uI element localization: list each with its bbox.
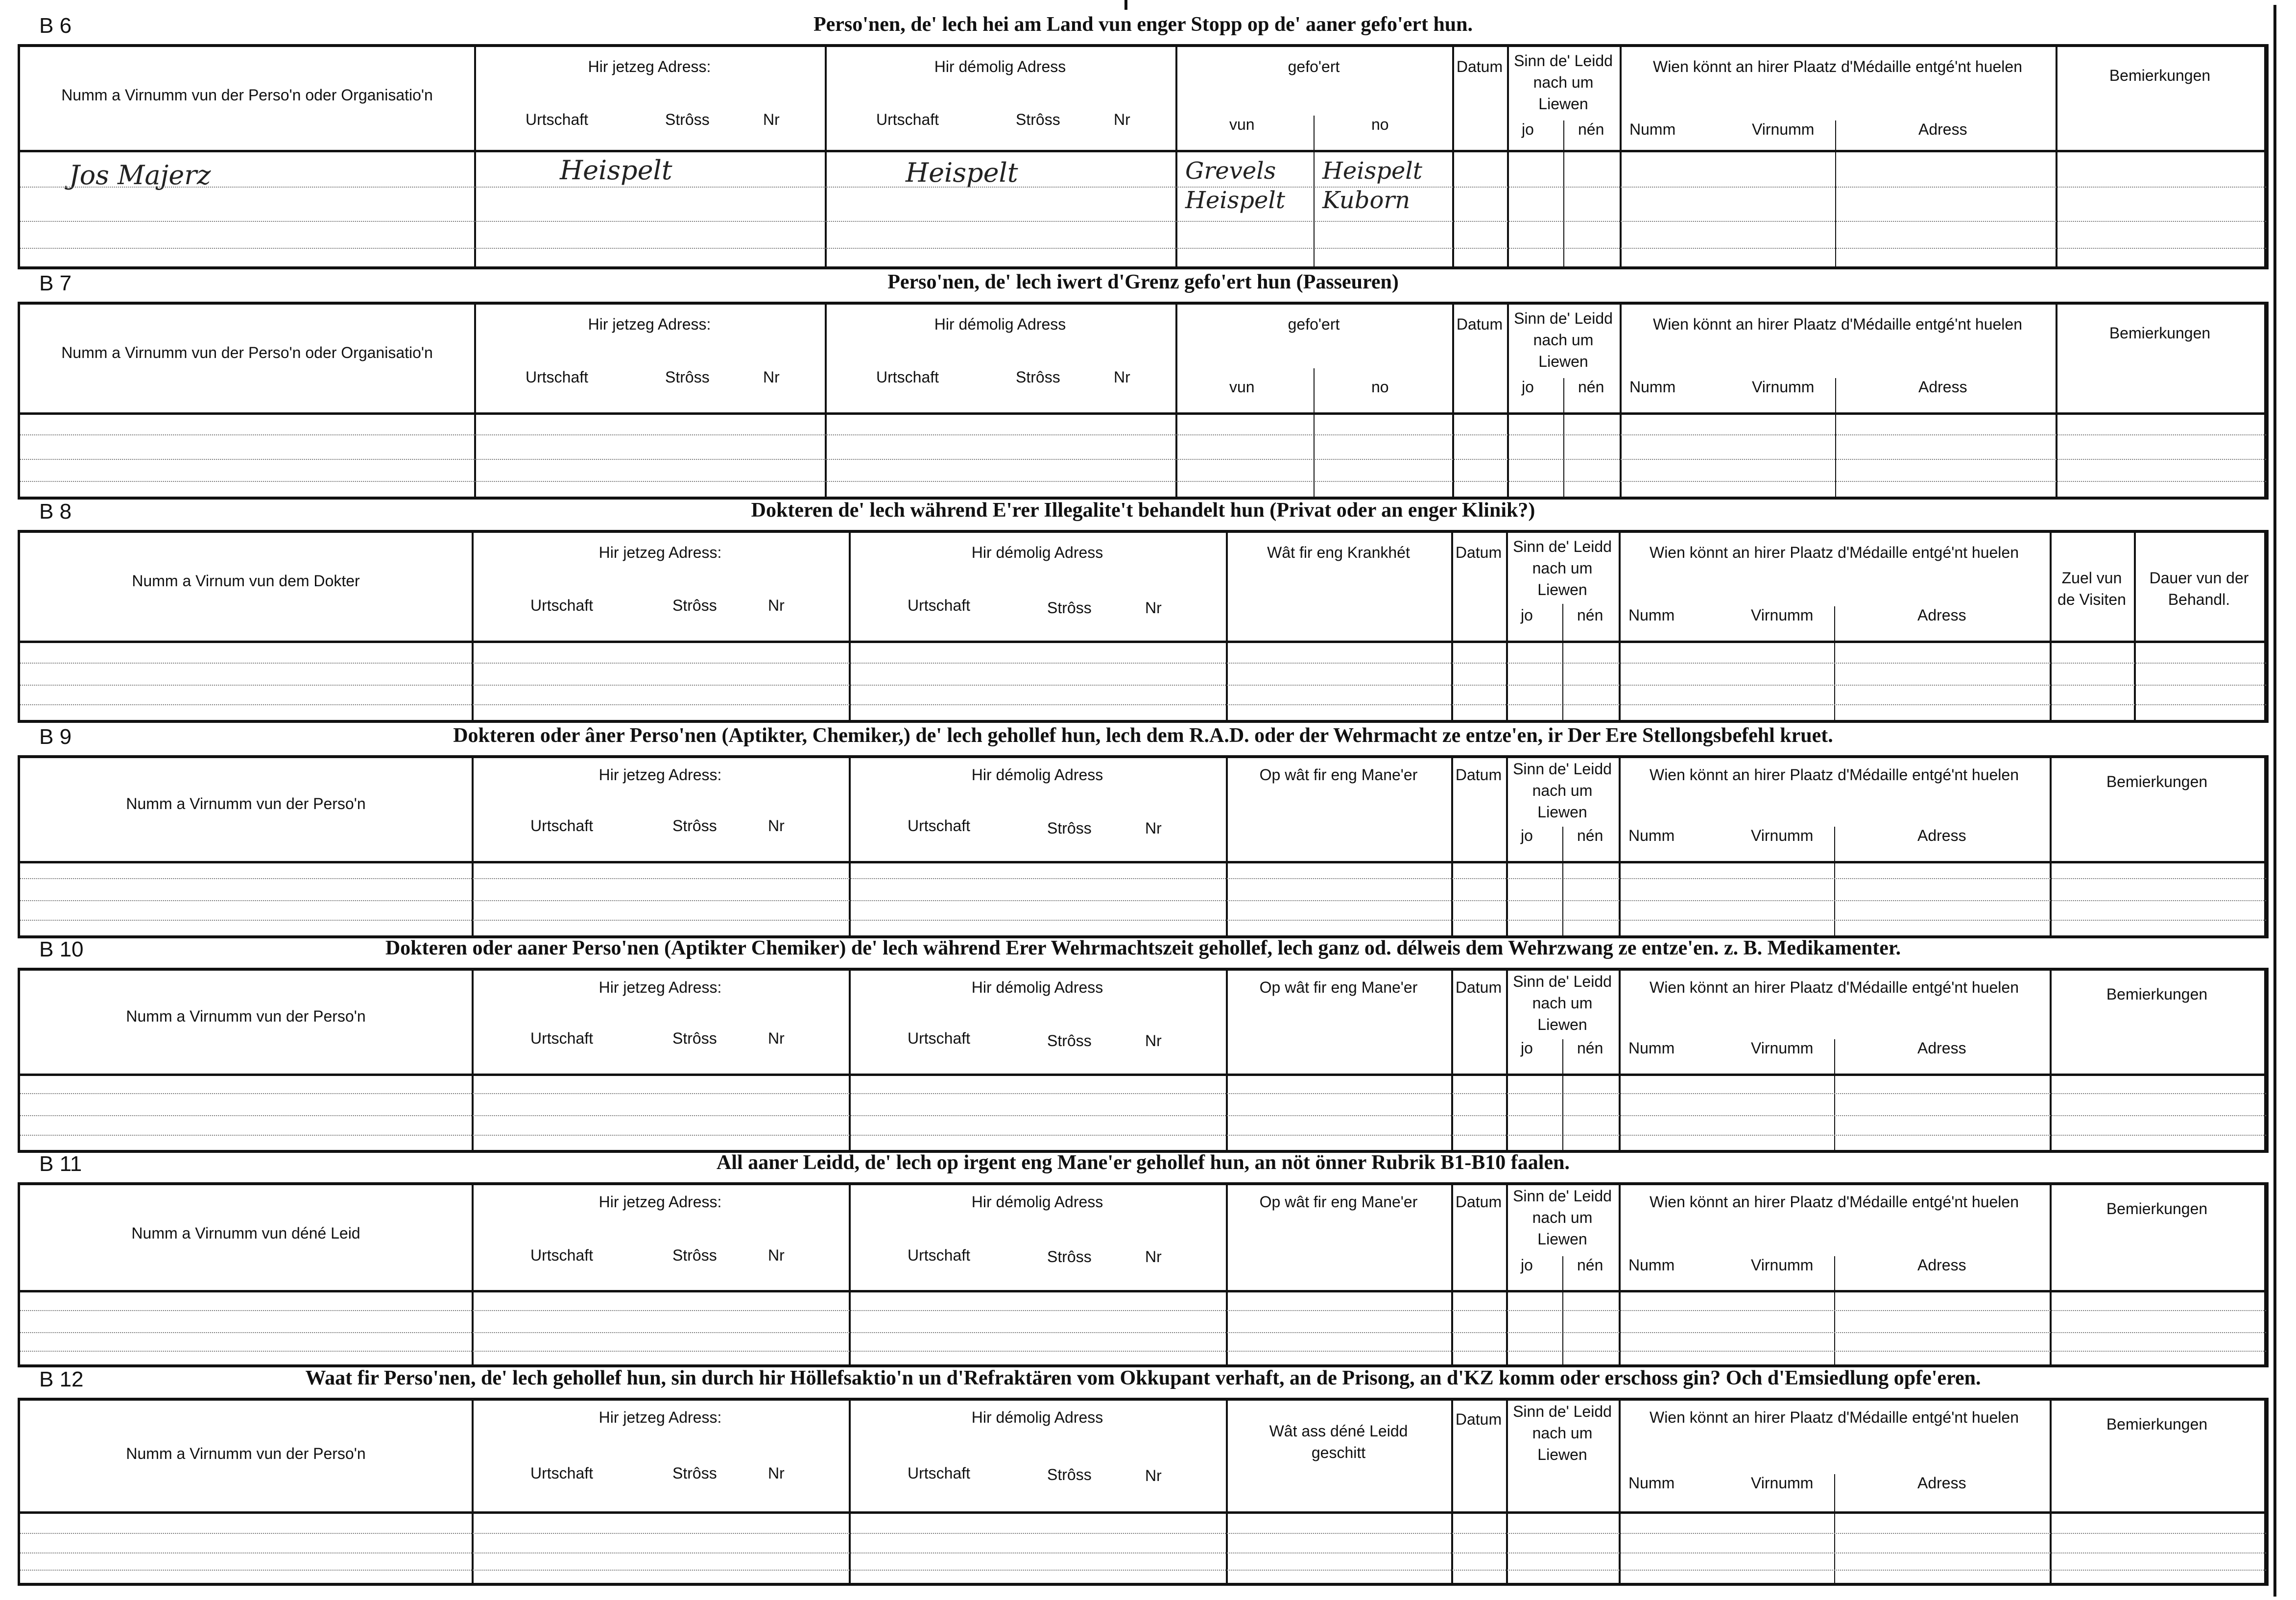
- datum-label: Datum: [1455, 979, 1502, 996]
- col-bemierkungen: [2056, 305, 2266, 497]
- medaille-label: Wien könnt an hirer Plaatz d'Médaille entgé'nt huelen: [1652, 58, 2022, 75]
- row-rule: [20, 459, 2266, 460]
- handwritten-former-town: Heispelt: [906, 157, 1018, 188]
- col-medaille: [1620, 305, 2057, 497]
- col-gefoert: [1175, 47, 1454, 266]
- stross-label: Strôss: [672, 597, 717, 614]
- urtschaft-label: Urtschaft: [876, 368, 939, 386]
- no-label: no: [1371, 116, 1389, 133]
- col-sinn: [1506, 758, 1621, 935]
- row-rule: [20, 434, 2266, 435]
- section-table: [18, 305, 2269, 500]
- nen-label: nén: [1578, 378, 1604, 396]
- col-former-address: [849, 758, 1228, 935]
- adress-label: Adress: [1918, 378, 1967, 396]
- bemierkungen-label: Bemierkungen: [2106, 1415, 2208, 1433]
- sinn-label: Sinn de' Leidd nach um Liewen: [1514, 52, 1613, 113]
- section-header: [18, 1364, 2269, 1401]
- dauer-label: Dauer vun der Behandl.: [2149, 569, 2249, 608]
- virnumm-adress-divider: [1834, 1039, 1835, 1150]
- stross-label: Strôss: [1047, 1248, 1092, 1266]
- adress-label: Adress: [1917, 606, 1966, 624]
- medaille-label: Wien könnt an hirer Plaatz d'Médaille entgé'nt huelen: [1649, 766, 2019, 784]
- numm-label: Numm: [1628, 1256, 1675, 1274]
- datum-label: Datum: [1455, 766, 1502, 784]
- former-address-label: Hir démolig Adress: [971, 979, 1103, 996]
- vun-label: vun: [1229, 378, 1255, 396]
- virnumm-adress-divider: [1835, 120, 1836, 266]
- col-sinn: [1507, 47, 1622, 266]
- section-code: B 11: [39, 1152, 82, 1176]
- bemierkungen-label: Bemierkungen: [2106, 985, 2208, 1003]
- row-rule: [20, 1351, 2266, 1352]
- virnumm-label: Virnumm: [1751, 1039, 1814, 1057]
- nr-label: Nr: [768, 1464, 785, 1482]
- stross-label: Strôss: [672, 1246, 717, 1264]
- adress-label: Adress: [1917, 1039, 1966, 1057]
- section-b11: [18, 1149, 2269, 1367]
- col-name: [20, 971, 474, 1150]
- section-code: B 7: [39, 271, 72, 295]
- current-address-label: Hir jetzeg Adress:: [598, 1193, 722, 1211]
- current-address-label: Hir jetzeg Adress:: [598, 544, 722, 561]
- virnumm-adress-divider: [1834, 1474, 1835, 1583]
- section-title: Waat fir Perso'nen, de' lech gehollef hun, sin durch hir Höllefsaktio'n un d'Refraktären vom Okkupant verhaft, an de Prisong, an d'KZ komm oder erschoss gin? Och d'Emsiedlung opfe'eren.: [305, 1367, 1981, 1389]
- section-table: [18, 1401, 2269, 1586]
- jo-nen-divider: [1562, 1039, 1563, 1150]
- medaille-label: Wien könnt an hirer Plaatz d'Médaille entgé'nt huelen: [1649, 1409, 2019, 1426]
- virnumm-label: Virnumm: [1751, 1474, 1814, 1492]
- col-medaille: [1619, 758, 2052, 935]
- section-title: All aaner Leidd, de' lech op irgent eng Mane'er gehollef hun, an nöt önner Rubrik B1-B10 faalen.: [717, 1151, 1570, 1174]
- sinn-label: Sinn de' Leidd nach um Liewen: [1513, 1403, 1612, 1463]
- nr-label: Nr: [1114, 111, 1130, 128]
- row-rule: [20, 1115, 2266, 1116]
- gefoert-label: gefo'ert: [1288, 58, 1340, 75]
- section-code: B 6: [39, 14, 72, 38]
- nen-label: nén: [1577, 1256, 1603, 1274]
- numm-label: Numm: [1628, 1474, 1675, 1492]
- col-datum: [1451, 758, 1508, 935]
- urtschaft-label: Urtschaft: [530, 1029, 594, 1047]
- col-medaille: [1619, 1185, 2052, 1364]
- section-code: B 9: [39, 725, 72, 749]
- op-wat-label: Op wât fir eng Mane'er: [1259, 1193, 1418, 1211]
- col-medaille: [1620, 47, 2057, 266]
- current-address-label: Hir jetzeg Adress:: [588, 58, 711, 75]
- urtschaft-label: Urtschaft: [908, 817, 971, 835]
- top-tick-mark: [1124, 0, 1127, 10]
- section-code: B 10: [39, 937, 84, 961]
- col-sinn: [1507, 305, 1622, 497]
- col-current-address: [472, 971, 851, 1150]
- row-rule: [20, 704, 2266, 705]
- datum-label: Datum: [1456, 315, 1503, 333]
- row-rule: [20, 248, 2266, 249]
- section-b6: [18, 11, 2269, 269]
- col-name: [20, 533, 474, 720]
- nr-label: Nr: [1145, 1032, 1162, 1050]
- section-code: B 8: [39, 500, 72, 524]
- col-sinn: [1506, 533, 1621, 720]
- virnumm-adress-divider: [1834, 827, 1835, 935]
- urtschaft-label: Urtschaft: [526, 111, 589, 128]
- jo-label: jo: [1521, 1039, 1533, 1057]
- gefoert-label: gefo'ert: [1288, 315, 1340, 333]
- col-name-label: Numm a Virnumm vun der Perso'n: [126, 795, 366, 812]
- sinn-label: Sinn de' Leidd nach um Liewen: [1513, 1187, 1612, 1248]
- nen-label: nén: [1578, 120, 1604, 138]
- col-bemierkungen: [2050, 1401, 2266, 1583]
- col-current-address: [474, 47, 827, 266]
- section-header: [18, 11, 2269, 47]
- numm-label: Numm: [1628, 606, 1675, 624]
- col-bemierkungen: [2050, 758, 2266, 935]
- col-former-address: [849, 533, 1228, 720]
- section-table: [18, 47, 2269, 269]
- col-former-address: [849, 1401, 1228, 1583]
- section-b8: [18, 497, 2269, 723]
- sinn-label: Sinn de' Leidd nach um Liewen: [1513, 973, 1612, 1033]
- former-address-label: Hir démolig Adress: [971, 1193, 1103, 1211]
- vun-no-divider: [1314, 116, 1315, 266]
- sinn-label: Sinn de' Leidd nach um Liewen: [1514, 310, 1613, 370]
- stross-label: Strôss: [1016, 368, 1060, 386]
- jo-label: jo: [1522, 378, 1534, 396]
- nr-label: Nr: [768, 817, 785, 835]
- row-rule: [20, 187, 2266, 188]
- urtschaft-label: Urtschaft: [530, 1246, 594, 1264]
- col-current-address: [474, 305, 827, 497]
- section-table: [18, 758, 2269, 938]
- adress-label: Adress: [1917, 1256, 1966, 1274]
- medaille-label: Wien könnt an hirer Plaatz d'Médaille entgé'nt huelen: [1649, 1193, 2019, 1211]
- col-former-address: [825, 305, 1177, 497]
- col-datum: [1451, 533, 1508, 720]
- virnumm-label: Virnumm: [1751, 1256, 1814, 1274]
- datum-label: Datum: [1455, 1193, 1502, 1211]
- col-medaille: [1619, 533, 2052, 720]
- jo-label: jo: [1522, 120, 1534, 138]
- stross-label: Strôss: [672, 817, 717, 835]
- col-current-address: [472, 1401, 851, 1583]
- handwritten-to-1: Heispelt: [1322, 157, 1423, 185]
- col-name: [20, 1401, 474, 1583]
- current-address-label: Hir jetzeg Adress:: [588, 315, 711, 333]
- datum-label: Datum: [1455, 544, 1502, 561]
- nr-label: Nr: [1145, 599, 1162, 617]
- handwritten-from-1: Grevels: [1185, 157, 1276, 185]
- urtschaft-label: Urtschaft: [908, 1029, 971, 1047]
- nen-label: nén: [1577, 827, 1603, 844]
- jo-nen-divider: [1563, 120, 1564, 266]
- former-address-label: Hir démolig Adress: [934, 58, 1066, 75]
- zuel-label: Zuel vun de Visiten: [2057, 569, 2126, 608]
- col-krankheet: [1226, 533, 1453, 720]
- adress-label: Adress: [1918, 120, 1967, 138]
- col-name: [20, 758, 474, 935]
- adress-label: Adress: [1917, 827, 1966, 844]
- col-op-wat: [1226, 1185, 1453, 1364]
- virnumm-label: Virnumm: [1751, 606, 1814, 624]
- section-header: [18, 268, 2269, 305]
- sinn-label: Sinn de' Leidd nach um Liewen: [1513, 760, 1612, 821]
- urtschaft-label: Urtschaft: [876, 111, 939, 128]
- section-header: [18, 722, 2269, 758]
- section-table: [18, 971, 2269, 1153]
- virnumm-label: Virnumm: [1752, 378, 1815, 396]
- handwritten-to-2: Kuborn: [1322, 187, 1411, 214]
- urtschaft-label: Urtschaft: [526, 368, 589, 386]
- datum-label: Datum: [1456, 58, 1503, 75]
- virnumm-label: Virnumm: [1752, 120, 1815, 138]
- col-gefoert: [1175, 305, 1454, 497]
- section-header: [18, 497, 2269, 533]
- numm-label: Numm: [1629, 120, 1676, 138]
- vun-label: vun: [1229, 116, 1255, 133]
- col-bemierkungen: [2050, 971, 2266, 1150]
- no-label: no: [1371, 378, 1389, 396]
- medaille-label: Wien könnt an hirer Plaatz d'Médaille entgé'nt huelen: [1649, 544, 2019, 561]
- col-zuel: [2050, 533, 2136, 720]
- col-name-label: Numm a Virnumm vun der Perso'n oder Organisatio'n: [61, 86, 433, 104]
- col-sinn: [1506, 1401, 1621, 1583]
- nr-label: Nr: [763, 111, 780, 128]
- row-rule: [20, 1135, 2266, 1136]
- op-wat-label: Op wât fir eng Mane'er: [1259, 979, 1418, 996]
- row-rule: [20, 1310, 2266, 1311]
- section-title: Dokteren de' lech während E'rer Illegalite't behandelt hun (Privat oder an enger Klinik?): [751, 499, 1535, 522]
- col-name: [20, 305, 476, 497]
- row-rule: [20, 1552, 2266, 1553]
- vun-no-divider: [1314, 368, 1315, 497]
- section-b9: [18, 722, 2269, 938]
- nr-label: Nr: [763, 368, 780, 386]
- bemierkungen-label: Bemierkungen: [2106, 773, 2208, 790]
- col-op-wat: [1226, 971, 1453, 1150]
- stross-label: Strôss: [1047, 1032, 1092, 1050]
- section-title: Perso'nen, de' lech hei am Land vun enger Stopp op de' aaner gefo'ert hun.: [813, 13, 1473, 36]
- col-name-label: Numm a Virnum vun dem Dokter: [132, 572, 360, 590]
- nr-label: Nr: [1145, 819, 1162, 837]
- stross-label: Strôss: [672, 1464, 717, 1482]
- nr-label: Nr: [1145, 1467, 1162, 1484]
- row-rule: [20, 685, 2266, 686]
- col-datum: [1452, 47, 1509, 266]
- col-dauer: [2134, 533, 2266, 720]
- col-name-label: Numm a Virnumm vun der Perso'n: [126, 1007, 366, 1025]
- section-header: [18, 934, 2269, 971]
- urtschaft-label: Urtschaft: [530, 817, 594, 835]
- urtschaft-label: Urtschaft: [908, 597, 971, 614]
- former-address-label: Hir démolig Adress: [971, 766, 1103, 784]
- col-former-address: [849, 971, 1228, 1150]
- numm-label: Numm: [1628, 1039, 1675, 1057]
- jo-label: jo: [1521, 827, 1533, 844]
- nr-label: Nr: [1114, 368, 1130, 386]
- medaille-label: Wien könnt an hirer Plaatz d'Médaille entgé'nt huelen: [1649, 979, 2019, 996]
- jo-nen-divider: [1562, 827, 1563, 935]
- bemierkungen-label: Bemierkungen: [2109, 324, 2211, 342]
- row-rule: [20, 1570, 2266, 1571]
- right-edge-rule: [2273, 5, 2276, 1597]
- current-address-label: Hir jetzeg Adress:: [598, 979, 722, 996]
- numm-label: Numm: [1628, 827, 1675, 844]
- nen-label: nén: [1577, 1039, 1603, 1057]
- col-name: [20, 1185, 474, 1364]
- row-rule: [20, 1533, 2266, 1534]
- bemierkungen-label: Bemierkungen: [2109, 67, 2211, 84]
- section-header: [18, 1149, 2269, 1185]
- col-sinn: [1506, 1185, 1621, 1364]
- nr-label: Nr: [768, 597, 785, 614]
- row-rule: [20, 900, 2266, 901]
- nr-label: Nr: [768, 1029, 785, 1047]
- col-wat-ass: [1226, 1401, 1453, 1583]
- col-medaille: [1619, 1401, 2052, 1583]
- jo-nen-divider: [1562, 604, 1563, 720]
- stross-label: Strôss: [1016, 111, 1060, 128]
- section-table: [18, 533, 2269, 723]
- col-bemierkungen: [2056, 47, 2266, 266]
- col-current-address: [472, 533, 851, 720]
- stross-label: Strôss: [1047, 819, 1092, 837]
- urtschaft-label: Urtschaft: [530, 597, 594, 614]
- numm-label: Numm: [1629, 378, 1676, 396]
- wat-ass-label: Wât ass déné Leidd geschitt: [1269, 1422, 1408, 1461]
- urtschaft-label: Urtschaft: [908, 1246, 971, 1264]
- handwritten-current-town: Heispelt: [560, 155, 672, 186]
- section-b10: [18, 934, 2269, 1153]
- jo-label: jo: [1521, 1256, 1533, 1274]
- col-current-address: [472, 758, 851, 935]
- section-title: Dokteren oder âner Perso'nen (Aptikter, Chemiker,) de' lech gehollef hun, lech dem R.A.D. oder der Wehrmacht ze entze'en, ir Der Ere Stellongsbefehl kruet.: [453, 724, 1833, 747]
- row-rule: [20, 481, 2266, 482]
- virnumm-label: Virnumm: [1751, 827, 1814, 844]
- section-b12: [18, 1364, 2269, 1586]
- nr-label: Nr: [768, 1246, 785, 1264]
- adress-label: Adress: [1917, 1474, 1966, 1492]
- col-datum: [1452, 305, 1509, 497]
- col-former-address: [849, 1185, 1228, 1364]
- section-title: Dokteren oder aaner Perso'nen (Aptikter Chemiker) de' lech während Erer Wehrmachtszeit gehollef, lech ganz od. délweis dem Wehrzwang ze entze'en. z. B. Medikamenter.: [385, 937, 1901, 959]
- col-name-label: Numm a Virnumm vun der Perso'n oder Organisatio'n: [61, 344, 433, 361]
- section-table: [18, 1185, 2269, 1367]
- stross-label: Strôss: [672, 1029, 717, 1047]
- medaille-label: Wien könnt an hirer Plaatz d'Médaille entgé'nt huelen: [1652, 315, 2022, 333]
- col-sinn: [1506, 971, 1621, 1150]
- col-medaille: [1619, 971, 2052, 1150]
- section-title: Perso'nen, de' lech iwert d'Grenz gefo'ert hun (Passeuren): [887, 271, 1399, 293]
- virnumm-adress-divider: [1835, 378, 1836, 497]
- col-current-address: [472, 1185, 851, 1364]
- former-address-label: Hir démolig Adress: [971, 544, 1103, 561]
- handwritten-from-2: Heispelt: [1185, 187, 1286, 214]
- stross-label: Strôss: [665, 111, 710, 128]
- section-code: B 12: [39, 1367, 84, 1391]
- current-address-label: Hir jetzeg Adress:: [598, 766, 722, 784]
- col-former-address: [825, 47, 1177, 266]
- col-datum: [1451, 1185, 1508, 1364]
- stross-label: Strôss: [1047, 599, 1092, 617]
- op-wat-label: Op wât fir eng Mane'er: [1259, 766, 1418, 784]
- krankheet-label: Wât fir eng Krankhét: [1267, 544, 1410, 561]
- row-rule: [20, 878, 2266, 879]
- row-rule: [20, 221, 2266, 222]
- handwritten-name: Jos Majerz: [69, 160, 211, 191]
- section-b7: [18, 268, 2269, 500]
- row-rule: [20, 1332, 2266, 1333]
- former-address-label: Hir démolig Adress: [971, 1409, 1103, 1426]
- row-rule: [20, 920, 2266, 921]
- jo-nen-divider: [1563, 378, 1564, 497]
- datum-label: Datum: [1455, 1410, 1502, 1428]
- stross-label: Strôss: [665, 368, 710, 386]
- col-op-wat: [1226, 758, 1453, 935]
- current-address-label: Hir jetzeg Adress:: [598, 1409, 722, 1426]
- urtschaft-label: Urtschaft: [530, 1464, 594, 1482]
- col-datum: [1451, 1401, 1508, 1583]
- col-datum: [1451, 971, 1508, 1150]
- sinn-label: Sinn de' Leidd nach um Liewen: [1513, 538, 1612, 598]
- col-name: [20, 47, 476, 266]
- bemierkungen-label: Bemierkungen: [2106, 1200, 2208, 1218]
- nr-label: Nr: [1145, 1248, 1162, 1266]
- col-bemierkungen: [2050, 1185, 2266, 1364]
- former-address-label: Hir démolig Adress: [934, 315, 1066, 333]
- nen-label: nén: [1577, 606, 1603, 624]
- jo-label: jo: [1521, 606, 1533, 624]
- col-name-label: Numm a Virnumm vun der Perso'n: [126, 1445, 366, 1462]
- stross-label: Strôss: [1047, 1466, 1092, 1483]
- row-rule: [20, 663, 2266, 664]
- row-rule: [20, 1093, 2266, 1094]
- col-name-label: Numm a Virnumm vun déné Leid: [131, 1224, 360, 1242]
- urtschaft-label: Urtschaft: [908, 1464, 971, 1482]
